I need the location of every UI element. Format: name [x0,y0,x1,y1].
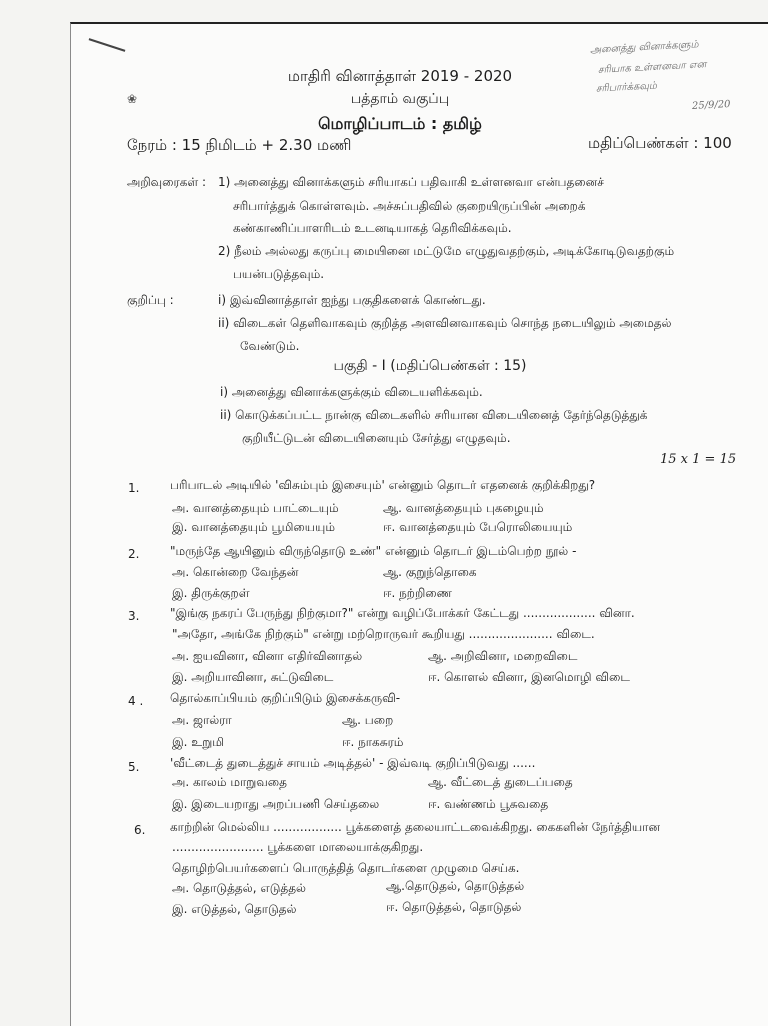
part1-heading: பகுதி - I (மதிப்பெண்கள் : 15) [333,358,527,374]
question-5-text: 'வீட்டைத் துடைத்துச் சாயம் அடித்தல்' - இவ்வடி குறிப்பிடுவது ...... [170,756,536,770]
question-1-text: பரிபாடல் அடியில் 'விசும்பும் இசையும்' என்னும் தொடர் எதனைக் குறிக்கிறது? [170,478,596,492]
question-number-2: 2. [128,547,140,561]
part1-direction-1: i) அனைத்து வினாக்களுக்கும் விடையளிக்கவும். [220,385,483,399]
question-5-option-c: இ. இடையறாது அறப்பணி செய்தலை [172,797,380,811]
question-5-option-a: அ. காலம் மாறுவதை [172,775,287,789]
note-1: i) இவ்வினாத்தாள் ஐந்து பகுதிகளைக் கொண்டது. [218,293,486,307]
notes-label: குறிப்பு : [127,293,174,307]
max-marks: மதிப்பெண்கள் : 100 [588,134,732,152]
note-2-line1: ii) விடைகள் தெளிவாகவும் குறித்த அளவினவாகவும் சொந்த நடையிலும் அமைதல் [218,316,672,330]
question-3-option-b: ஆ. அறிவினா, மறைவிடை [428,649,578,663]
handwritten-note-line2: சரியாக உள்ளனவா என [597,59,707,76]
question-number-3: 3. [128,609,140,623]
question-6-option-b: ஆ.தொடுதல், தொடுத்தல் [386,879,525,893]
question-number-5: 5. [128,760,140,774]
question-2-option-a: அ. கொன்றை வேந்தன் [172,565,299,579]
question-6-option-c: இ. எடுத்தல், தொடுதல் [172,902,297,916]
question-4-option-b: ஆ. பறை [342,713,394,727]
question-1-option-c: இ. வானத்தையும் பூமியையும் [172,520,335,534]
question-4-option-a: அ. ஜால்ரா [172,713,232,727]
question-5-option-b: ஆ. வீட்டைத் துடைப்பதை [428,775,573,789]
part1-marks: 15 x 1 = 15 [660,452,737,467]
instruction-1-line1: 1) அனைத்து வினாக்களும் சரியாகப் பதிவாகி உள்ளனவா என்பதனைச் [218,175,604,189]
question-2-option-b: ஆ. குறுந்தொகை [383,565,477,579]
exam-title: மாதிரி வினாத்தாள் 2019 - 2020 [287,67,513,85]
handwritten-note-line3: சரிபார்க்கவும் [595,80,658,95]
instructions-label: அறிவுரைகள் : [127,175,207,189]
question-6-text-3: தொழிற்பெயர்களைப் பொருத்தித் தொடர்களை முழுமை செய்க. [172,861,520,875]
question-6-option-a: அ. தொடுத்தல், எடுத்தல் [172,881,306,895]
question-3-option-d: ஈ. கொளல் வினா, இனமொழி விடை [428,670,630,684]
question-6-text: காற்றின் மெல்லிய .................. பூக்களைத் தலையாட்டவைக்கிறது. கைகளின் நேர்த்தியான [170,820,661,834]
note-2-line2: வேண்டும். [240,339,300,353]
question-4-text: தொல்காப்பியம் குறிப்பிடும் இசைக்கருவி- [170,691,401,705]
question-2-option-d: ஈ. நற்றிணை [383,586,452,600]
instruction-1-line3: கண்காணிப்பாளரிடம் உடனடியாகத் தெரிவிக்கவும். [233,221,512,235]
question-6-option-d: ஈ. தொடுத்தல், தொடுதல் [386,900,522,914]
question-3-text-2: "அதோ, அங்கே நிற்கும்" என்று மற்றொருவர் கூறியது ...................... விடை. [172,627,595,641]
class-name: பத்தாம் வகுப்பு [350,91,450,107]
question-3-option-c: இ. அறியாவினா, சுட்டுவிடை [172,670,334,684]
question-1-option-a: அ. வானத்தையும் பாட்டையும் [172,501,339,515]
handwritten-note-line1: அனைத்து வினாக்களும் [589,39,699,56]
part1-direction-2-line1: ii) கொடுக்கப்பட்ட நான்கு விடைகளில் சரியான விடையினைத் தேர்ந்தெடுத்துக் [220,408,648,422]
part1-direction-2-line2: குறியீட்டுடன் விடையினையும் சேர்த்து எழுதவும். [242,431,511,445]
question-1-option-d: ஈ. வானத்தையும் பேரொலியையும் [383,520,573,534]
handwritten-date: 25/9/20 [691,98,731,113]
instruction-1-line2: சரிபார்த்துக் கொள்ளவும். அச்சுப்பதிவில் குறையிருப்பின் அறைக் [233,199,586,213]
question-3-text: "இங்கு நகரப் பேருந்து நிற்குமா?" என்று வழிப்போக்கர் கேட்டது ................... வினா. [170,606,635,620]
exam-time: நேரம் : 15 நிமிடம் + 2.30 மணி [127,136,352,154]
question-2-text: "மருந்தே ஆயினும் விருந்தொடு உண்" என்னும் தொடர் இடம்பெற்ற நூல் - [170,544,577,558]
instruction-2-line1: 2) நீலம் அல்லது கருப்பு மையினை மட்டுமே எழுதுவதற்கும், அடிக்கோடிடுவதற்கும் [218,244,675,258]
subject-title: மொழிப்பாடம் : தமிழ் [318,114,482,133]
question-4-option-c: இ. உறுமி [172,735,225,749]
question-number-4: 4 . [128,694,144,708]
question-number-1: 1. [128,481,140,495]
question-2-option-c: இ. திருக்குறள் [172,586,250,600]
question-3-option-a: அ. ஐயவினா, வினா எதிர்வினாதல் [172,649,363,663]
instruction-2-line2: பயன்படுத்தவும். [233,267,325,281]
question-4-option-d: ஈ. நாகசுரம் [342,735,404,749]
question-1-option-b: ஆ. வானத்தையும் புகழையும் [383,501,544,515]
question-5-option-d: ஈ. வண்ணம் பூசுவதை [428,797,549,811]
stamp-mark: ❀ [127,92,138,106]
question-6-text-2: ........................ பூக்களை மாலையாக்குகிறது. [172,840,424,854]
question-number-6: 6. [134,823,146,837]
